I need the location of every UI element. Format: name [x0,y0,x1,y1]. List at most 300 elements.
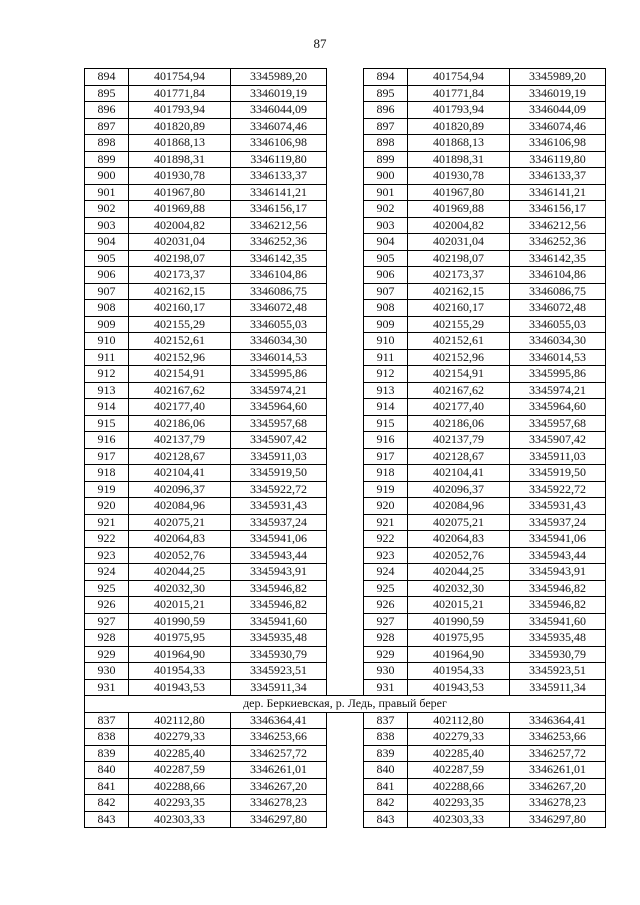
left-point-number-cell: 924 [85,564,129,581]
left-x-coordinate-cell: 402075,21 [129,514,231,531]
section-table-row [85,762,606,779]
column-gap [327,382,364,399]
right-x-coordinate-cell: 401868,13 [408,135,510,152]
left-point-number-cell: 908 [85,300,129,317]
left-x-coordinate-cell: 402186,06 [129,415,231,432]
left-y-coordinate-cell: 3346074,46 [231,118,327,135]
right-point-number-cell: 908 [364,300,408,317]
left-y-coordinate-cell: 3346055,03 [231,316,327,333]
table-row [85,580,606,597]
left-y-coordinate-cell: 3346297,80 [231,811,327,828]
column-gap [327,366,364,383]
right-y-coordinate-cell: 3345943,44 [510,547,606,564]
right-point-number-cell: 930 [364,663,408,680]
right-x-coordinate-cell: 402279,33 [408,729,510,746]
left-x-coordinate-cell: 402064,83 [129,531,231,548]
right-x-coordinate-cell: 402052,76 [408,547,510,564]
table-row [85,151,606,168]
right-x-coordinate-cell: 402031,04 [408,234,510,251]
section-table-row [85,712,606,729]
column-gap [327,102,364,119]
right-x-coordinate-cell: 402032,30 [408,580,510,597]
left-point-number-cell: 901 [85,184,129,201]
left-x-coordinate-cell: 402279,33 [129,729,231,746]
left-x-coordinate-cell: 402288,66 [129,778,231,795]
left-point-number-cell: 842 [85,795,129,812]
right-x-coordinate-cell: 401820,89 [408,118,510,135]
table-row [85,498,606,515]
column-gap [327,465,364,482]
right-y-coordinate-cell: 3346364,41 [510,712,606,729]
right-point-number-cell: 921 [364,514,408,531]
left-x-coordinate-cell: 401969,88 [129,201,231,218]
right-point-number-cell: 894 [364,69,408,86]
left-x-coordinate-cell: 401967,80 [129,184,231,201]
left-point-number-cell: 912 [85,366,129,383]
table-row [85,465,606,482]
right-point-number-cell: 843 [364,811,408,828]
right-x-coordinate-cell: 401771,84 [408,85,510,102]
right-x-coordinate-cell: 402064,83 [408,531,510,548]
left-point-number-cell: 926 [85,597,129,614]
column-gap [327,85,364,102]
column-gap [327,118,364,135]
left-x-coordinate-cell: 401990,59 [129,613,231,630]
right-y-coordinate-cell: 3345937,24 [510,514,606,531]
section-table-row [85,745,606,762]
left-x-coordinate-cell: 402160,17 [129,300,231,317]
left-point-number-cell: 838 [85,729,129,746]
table-row [85,85,606,102]
right-y-coordinate-cell: 3346014,53 [510,349,606,366]
left-point-number-cell: 843 [85,811,129,828]
right-point-number-cell: 929 [364,646,408,663]
left-point-number-cell: 898 [85,135,129,152]
column-gap [327,283,364,300]
left-x-coordinate-cell: 402137,79 [129,432,231,449]
right-point-number-cell: 931 [364,679,408,696]
section-table-body [85,696,606,828]
right-y-coordinate-cell: 3346212,56 [510,217,606,234]
column-gap [327,762,364,779]
left-x-coordinate-cell: 401964,90 [129,646,231,663]
column-gap [327,712,364,729]
right-point-number-cell: 900 [364,168,408,185]
right-point-number-cell: 840 [364,762,408,779]
left-y-coordinate-cell: 3346104,86 [231,267,327,284]
column-gap [327,432,364,449]
table-row [85,69,606,86]
right-point-number-cell: 842 [364,795,408,812]
left-point-number-cell: 929 [85,646,129,663]
right-y-coordinate-cell: 3346156,17 [510,201,606,218]
right-point-number-cell: 899 [364,151,408,168]
right-point-number-cell: 923 [364,547,408,564]
left-x-coordinate-cell: 402015,21 [129,597,231,614]
table-row [85,366,606,383]
left-y-coordinate-cell: 3345946,82 [231,580,327,597]
left-x-coordinate-cell: 401975,95 [129,630,231,647]
left-x-coordinate-cell: 401754,94 [129,69,231,86]
right-x-coordinate-cell: 402173,37 [408,267,510,284]
table-row [85,349,606,366]
right-point-number-cell: 922 [364,531,408,548]
right-y-coordinate-cell: 3345941,06 [510,531,606,548]
table-row [85,432,606,449]
right-y-coordinate-cell: 3345931,43 [510,498,606,515]
right-y-coordinate-cell: 3345946,82 [510,597,606,614]
column-gap [327,415,364,432]
column-gap [327,679,364,696]
left-y-coordinate-cell: 3346014,53 [231,349,327,366]
left-x-coordinate-cell: 402154,91 [129,366,231,383]
right-y-coordinate-cell: 3345974,21 [510,382,606,399]
left-point-number-cell: 916 [85,432,129,449]
right-x-coordinate-cell: 401964,90 [408,646,510,663]
coordinates-table-body [85,69,606,696]
left-y-coordinate-cell: 3346106,98 [231,135,327,152]
right-y-coordinate-cell: 3346074,46 [510,118,606,135]
right-x-coordinate-cell: 401954,33 [408,663,510,680]
left-point-number-cell: 918 [85,465,129,482]
right-point-number-cell: 913 [364,382,408,399]
left-point-number-cell: 902 [85,201,129,218]
right-y-coordinate-cell: 3345946,82 [510,580,606,597]
left-x-coordinate-cell: 402044,25 [129,564,231,581]
left-y-coordinate-cell: 3346086,75 [231,283,327,300]
left-point-number-cell: 922 [85,531,129,548]
right-x-coordinate-cell: 402198,07 [408,250,510,267]
column-gap [327,201,364,218]
left-x-coordinate-cell: 402293,35 [129,795,231,812]
left-point-number-cell: 841 [85,778,129,795]
right-y-coordinate-cell: 3345941,60 [510,613,606,630]
left-point-number-cell: 911 [85,349,129,366]
left-y-coordinate-cell: 3345919,50 [231,465,327,482]
left-y-coordinate-cell: 3345930,79 [231,646,327,663]
left-point-number-cell: 897 [85,118,129,135]
left-point-number-cell: 839 [85,745,129,762]
column-gap [327,597,364,614]
right-x-coordinate-cell: 402075,21 [408,514,510,531]
column-gap [327,349,364,366]
section-table-row [85,778,606,795]
left-x-coordinate-cell: 402004,82 [129,217,231,234]
right-y-coordinate-cell: 3346142,35 [510,250,606,267]
table-row [85,250,606,267]
right-x-coordinate-cell: 402128,67 [408,448,510,465]
column-gap [327,531,364,548]
right-point-number-cell: 926 [364,597,408,614]
right-y-coordinate-cell: 3345911,34 [510,679,606,696]
right-point-number-cell: 912 [364,366,408,383]
left-x-coordinate-cell: 402198,07 [129,250,231,267]
column-gap [327,69,364,86]
right-y-coordinate-cell: 3346055,03 [510,316,606,333]
table-row [85,531,606,548]
left-y-coordinate-cell: 3345935,48 [231,630,327,647]
right-y-coordinate-cell: 3346072,48 [510,300,606,317]
table-row [85,300,606,317]
table-row [85,118,606,135]
right-x-coordinate-cell: 402155,29 [408,316,510,333]
right-point-number-cell: 916 [364,432,408,449]
left-point-number-cell: 903 [85,217,129,234]
left-point-number-cell: 899 [85,151,129,168]
right-x-coordinate-cell: 402167,62 [408,382,510,399]
column-gap [327,333,364,350]
left-y-coordinate-cell: 3345941,06 [231,531,327,548]
left-y-coordinate-cell: 3345946,82 [231,597,327,614]
left-x-coordinate-cell: 402303,33 [129,811,231,828]
right-point-number-cell: 897 [364,118,408,135]
right-x-coordinate-cell: 402154,91 [408,366,510,383]
left-y-coordinate-cell: 3345937,24 [231,514,327,531]
right-point-number-cell: 839 [364,745,408,762]
right-x-coordinate-cell: 402104,41 [408,465,510,482]
right-y-coordinate-cell: 3346267,20 [510,778,606,795]
table-row [85,267,606,284]
left-point-number-cell: 920 [85,498,129,515]
right-x-coordinate-cell: 402162,15 [408,283,510,300]
left-y-coordinate-cell: 3345943,91 [231,564,327,581]
column-gap [327,234,364,251]
left-y-coordinate-cell: 3346034,30 [231,333,327,350]
section-title: дер. Беркиевская, р. Ледь, правый берег [85,696,606,713]
left-point-number-cell: 894 [85,69,129,86]
table-row [85,679,606,696]
section-header-row [85,696,606,713]
left-x-coordinate-cell: 402112,80 [129,712,231,729]
right-point-number-cell: 918 [364,465,408,482]
left-y-coordinate-cell: 3346072,48 [231,300,327,317]
left-y-coordinate-cell: 3345989,20 [231,69,327,86]
table-row [85,283,606,300]
column-gap [327,613,364,630]
right-y-coordinate-cell: 3346278,23 [510,795,606,812]
right-y-coordinate-cell: 3345964,60 [510,399,606,416]
left-point-number-cell: 896 [85,102,129,119]
left-y-coordinate-cell: 3346133,37 [231,168,327,185]
left-x-coordinate-cell: 402104,41 [129,465,231,482]
table-row [85,415,606,432]
left-y-coordinate-cell: 3345911,03 [231,448,327,465]
left-x-coordinate-cell: 402285,40 [129,745,231,762]
left-y-coordinate-cell: 3346141,21 [231,184,327,201]
left-point-number-cell: 904 [85,234,129,251]
left-x-coordinate-cell: 402052,76 [129,547,231,564]
table-row [85,630,606,647]
table-row [85,201,606,218]
column-gap [327,399,364,416]
left-x-coordinate-cell: 402032,30 [129,580,231,597]
column-gap [327,811,364,828]
table-row [85,547,606,564]
column-gap [327,250,364,267]
table-row [85,646,606,663]
left-y-coordinate-cell: 3346278,23 [231,795,327,812]
table-row [85,168,606,185]
right-point-number-cell: 901 [364,184,408,201]
column-gap [327,300,364,317]
right-x-coordinate-cell: 402288,66 [408,778,510,795]
column-gap [327,448,364,465]
right-y-coordinate-cell: 3345907,42 [510,432,606,449]
right-point-number-cell: 928 [364,630,408,647]
right-point-number-cell: 904 [364,234,408,251]
left-y-coordinate-cell: 3345974,21 [231,382,327,399]
right-point-number-cell: 927 [364,613,408,630]
left-point-number-cell: 910 [85,333,129,350]
left-point-number-cell: 925 [85,580,129,597]
table-row [85,597,606,614]
right-y-coordinate-cell: 3346104,86 [510,267,606,284]
right-point-number-cell: 915 [364,415,408,432]
column-gap [327,135,364,152]
right-point-number-cell: 896 [364,102,408,119]
right-point-number-cell: 910 [364,333,408,350]
left-x-coordinate-cell: 401954,33 [129,663,231,680]
left-point-number-cell: 900 [85,168,129,185]
left-point-number-cell: 895 [85,85,129,102]
right-y-coordinate-cell: 3346106,98 [510,135,606,152]
column-gap [327,217,364,234]
right-x-coordinate-cell: 402152,61 [408,333,510,350]
left-point-number-cell: 909 [85,316,129,333]
left-x-coordinate-cell: 402128,67 [129,448,231,465]
table-row [85,382,606,399]
right-y-coordinate-cell: 3346261,01 [510,762,606,779]
left-y-coordinate-cell: 3345995,86 [231,366,327,383]
left-y-coordinate-cell: 3345957,68 [231,415,327,432]
right-x-coordinate-cell: 401967,80 [408,184,510,201]
left-x-coordinate-cell: 402167,62 [129,382,231,399]
table-row [85,333,606,350]
right-point-number-cell: 911 [364,349,408,366]
right-x-coordinate-cell: 402293,35 [408,795,510,812]
right-x-coordinate-cell: 402303,33 [408,811,510,828]
left-y-coordinate-cell: 3346044,09 [231,102,327,119]
left-y-coordinate-cell: 3346364,41 [231,712,327,729]
right-point-number-cell: 924 [364,564,408,581]
left-point-number-cell: 840 [85,762,129,779]
left-y-coordinate-cell: 3346257,72 [231,745,327,762]
column-gap [327,316,364,333]
left-point-number-cell: 905 [85,250,129,267]
right-point-number-cell: 838 [364,729,408,746]
right-x-coordinate-cell: 401969,88 [408,201,510,218]
left-x-coordinate-cell: 402031,04 [129,234,231,251]
right-point-number-cell: 925 [364,580,408,597]
right-x-coordinate-cell: 401943,53 [408,679,510,696]
right-x-coordinate-cell: 402160,17 [408,300,510,317]
left-x-coordinate-cell: 401820,89 [129,118,231,135]
left-y-coordinate-cell: 3346156,17 [231,201,327,218]
column-gap [327,184,364,201]
left-point-number-cell: 931 [85,679,129,696]
table-row [85,184,606,201]
right-y-coordinate-cell: 3346119,80 [510,151,606,168]
left-x-coordinate-cell: 402177,40 [129,399,231,416]
right-x-coordinate-cell: 402137,79 [408,432,510,449]
table-row [85,481,606,498]
right-x-coordinate-cell: 401754,94 [408,69,510,86]
right-y-coordinate-cell: 3345922,72 [510,481,606,498]
right-point-number-cell: 902 [364,201,408,218]
right-x-coordinate-cell: 402177,40 [408,399,510,416]
right-y-coordinate-cell: 3345943,91 [510,564,606,581]
table-row [85,135,606,152]
column-gap [327,564,364,581]
left-y-coordinate-cell: 3345907,42 [231,432,327,449]
left-y-coordinate-cell: 3346212,56 [231,217,327,234]
left-x-coordinate-cell: 402084,96 [129,498,231,515]
right-point-number-cell: 905 [364,250,408,267]
column-gap [327,168,364,185]
right-y-coordinate-cell: 3346297,80 [510,811,606,828]
right-x-coordinate-cell: 402044,25 [408,564,510,581]
right-y-coordinate-cell: 3345989,20 [510,69,606,86]
table-row [85,217,606,234]
column-gap [327,498,364,515]
right-point-number-cell: 906 [364,267,408,284]
right-x-coordinate-cell: 402186,06 [408,415,510,432]
right-point-number-cell: 920 [364,498,408,515]
right-y-coordinate-cell: 3345919,50 [510,465,606,482]
left-y-coordinate-cell: 3345964,60 [231,399,327,416]
column-gap [327,795,364,812]
column-gap [327,729,364,746]
right-y-coordinate-cell: 3346257,72 [510,745,606,762]
column-gap [327,745,364,762]
right-x-coordinate-cell: 401930,78 [408,168,510,185]
left-y-coordinate-cell: 3345911,34 [231,679,327,696]
section-table-row [85,729,606,746]
column-gap [327,267,364,284]
right-y-coordinate-cell: 3346044,09 [510,102,606,119]
left-x-coordinate-cell: 402152,96 [129,349,231,366]
left-point-number-cell: 930 [85,663,129,680]
right-y-coordinate-cell: 3346253,66 [510,729,606,746]
right-y-coordinate-cell: 3346019,19 [510,85,606,102]
left-y-coordinate-cell: 3346267,20 [231,778,327,795]
left-x-coordinate-cell: 402155,29 [129,316,231,333]
right-y-coordinate-cell: 3346034,30 [510,333,606,350]
right-x-coordinate-cell: 402112,80 [408,712,510,729]
table-row [85,564,606,581]
right-x-coordinate-cell: 402015,21 [408,597,510,614]
right-y-coordinate-cell: 3346141,21 [510,184,606,201]
right-point-number-cell: 898 [364,135,408,152]
table-row [85,102,606,119]
right-y-coordinate-cell: 3346086,75 [510,283,606,300]
right-point-number-cell: 919 [364,481,408,498]
left-point-number-cell: 906 [85,267,129,284]
column-gap [327,151,364,168]
left-point-number-cell: 917 [85,448,129,465]
right-point-number-cell: 917 [364,448,408,465]
left-point-number-cell: 927 [85,613,129,630]
right-y-coordinate-cell: 3345935,48 [510,630,606,647]
left-point-number-cell: 907 [85,283,129,300]
left-x-coordinate-cell: 401943,53 [129,679,231,696]
left-point-number-cell: 928 [85,630,129,647]
table-row [85,613,606,630]
left-y-coordinate-cell: 3346252,36 [231,234,327,251]
right-x-coordinate-cell: 402084,96 [408,498,510,515]
left-y-coordinate-cell: 3345931,43 [231,498,327,515]
left-x-coordinate-cell: 401793,94 [129,102,231,119]
